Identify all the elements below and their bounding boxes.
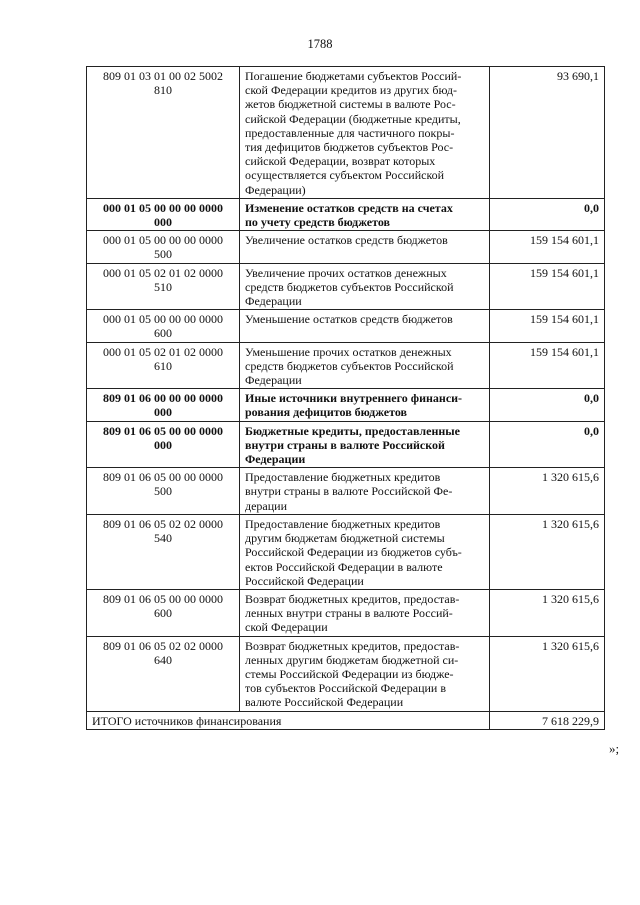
total-label: ИТОГО источников финансирования xyxy=(87,711,490,729)
row-name: Предоставление бюджетных кредитов внутри страны в валюте Российской Фе- дерации xyxy=(240,468,490,515)
table-row xyxy=(87,636,605,711)
financing-sources-table xyxy=(86,66,605,730)
table-row xyxy=(87,263,605,310)
row-name: Погашение бюджетами субъектов Россий- ской Федерации кредитов из других бюд- жетов бюджетной системы в валюте Рос- сийской Федерации (бюджетные кредиты, предоставленные для частичного покры- тия дефицитов бюджетов субъектов Рос- сийской Федерации, возврат которых осуществляется субъектом Российской Федерации) xyxy=(240,67,490,199)
row-sum: 159 154 601,1 xyxy=(490,231,605,263)
row-sum: 159 154 601,1 xyxy=(490,263,605,310)
row-code: 000 01 05 02 01 02 0000 610 xyxy=(87,342,240,389)
row-code: 000 01 05 00 00 00 0000 500 xyxy=(87,231,240,263)
table-row xyxy=(87,468,605,515)
row-name: Предоставление бюджетных кредитов другим бюджетам бюджетной системы Российской Федерации из бюджетов субъ- ектов Российской Федерации в валюте Российской Федерации xyxy=(240,514,490,589)
table-row xyxy=(87,310,605,342)
row-sum: 0,0 xyxy=(490,421,605,468)
row-code: 809 01 06 05 02 02 0000 540 xyxy=(87,514,240,589)
total-row xyxy=(87,711,605,729)
row-name: Бюджетные кредиты, предоставленные внутри страны в валюте Российской Федерации xyxy=(240,421,490,468)
row-sum: 0,0 xyxy=(490,198,605,230)
row-code: 809 01 06 05 00 00 0000 600 xyxy=(87,589,240,636)
row-sum: 159 154 601,1 xyxy=(490,310,605,342)
row-code: 809 01 03 01 00 02 5002 810 xyxy=(87,67,240,199)
row-code: 809 01 06 00 00 00 0000 000 xyxy=(87,389,240,421)
row-name: Возврат бюджетных кредитов, предостав- ленных внутри страны в валюте Россий- ской Федерации xyxy=(240,589,490,636)
row-name: Возврат бюджетных кредитов, предостав- ленных другим бюджетам бюджетной си- стемы Российской Федерации из бюдже- тов субъектов Российской Федерации в валюте Российской Федерации xyxy=(240,636,490,711)
row-name: Уменьшение остатков средств бюджетов xyxy=(240,310,490,342)
page-number: 1788 xyxy=(307,37,333,51)
row-name: Уменьшение прочих остатков денежных средств бюджетов субъектов Российской Федерации xyxy=(240,342,490,389)
row-name: Изменение остатков средств на счетах по учету средств бюджетов xyxy=(240,198,490,230)
row-sum: 159 154 601,1 xyxy=(490,342,605,389)
table-row xyxy=(87,342,605,389)
table-row xyxy=(87,421,605,468)
row-code: 809 01 06 05 02 02 0000 640 xyxy=(87,636,240,711)
row-sum: 1 320 615,6 xyxy=(490,468,605,515)
row-code: 809 01 06 05 00 00 0000 500 xyxy=(87,468,240,515)
table-row xyxy=(87,231,605,263)
row-name: Иные источники внутреннего финанси- рования дефицитов бюджетов xyxy=(240,389,490,421)
row-code: 809 01 06 05 00 00 0000 000 xyxy=(87,421,240,468)
table-row xyxy=(87,198,605,230)
table-row xyxy=(87,389,605,421)
table-row xyxy=(87,514,605,589)
row-code: 000 01 05 00 00 00 0000 000 xyxy=(87,198,240,230)
row-name: Увеличение остатков средств бюджетов xyxy=(240,231,490,263)
row-sum: 1 320 615,6 xyxy=(490,589,605,636)
total-sum: 7 618 229,9 xyxy=(490,711,605,729)
table-row xyxy=(87,589,605,636)
row-name: Увеличение прочих остатков денежных средств бюджетов субъектов Российской Федерации xyxy=(240,263,490,310)
table-row xyxy=(87,67,605,199)
closing-quote-mark: »; xyxy=(609,741,620,756)
table-body xyxy=(87,67,605,730)
row-sum: 93 690,1 xyxy=(490,67,605,199)
row-sum: 0,0 xyxy=(490,389,605,421)
row-code: 000 01 05 02 01 02 0000 510 xyxy=(87,263,240,310)
row-sum: 1 320 615,6 xyxy=(490,636,605,711)
row-sum: 1 320 615,6 xyxy=(490,514,605,589)
row-code: 000 01 05 00 00 00 0000 600 xyxy=(87,310,240,342)
